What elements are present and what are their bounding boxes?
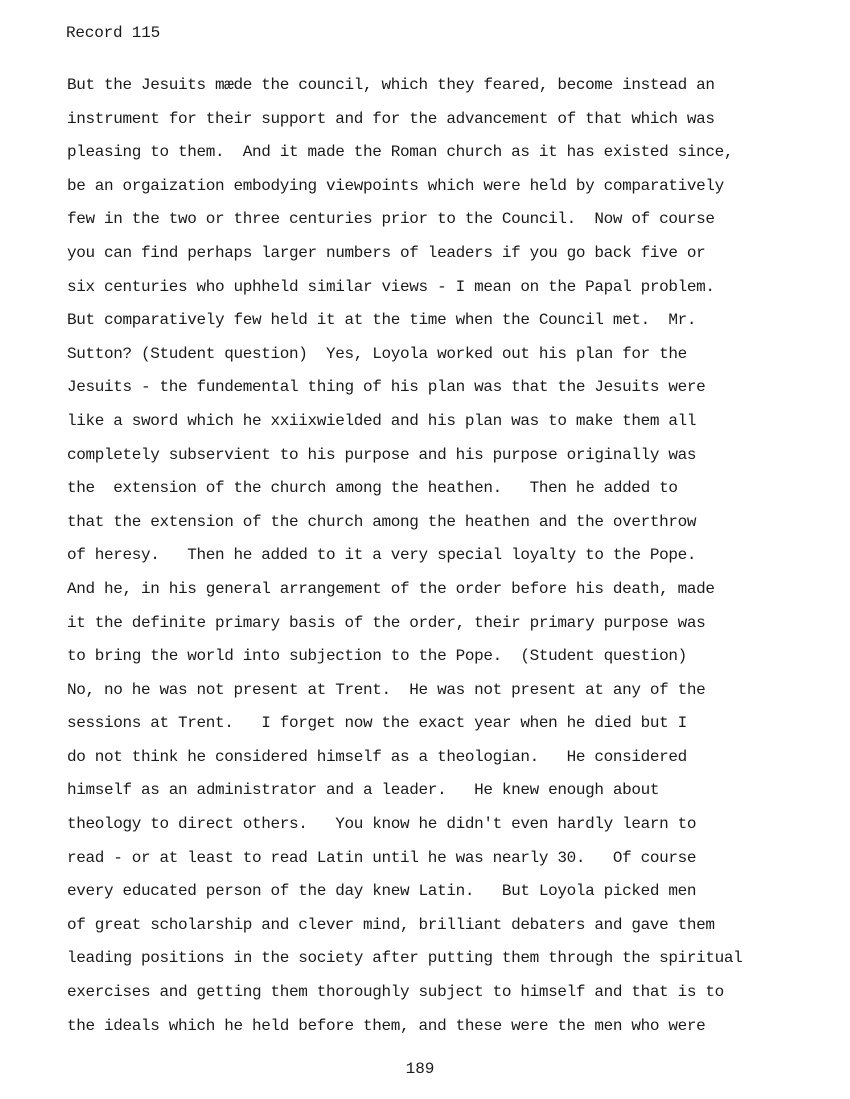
text-line: the extension of the church among the heathen. Then he added to (67, 479, 678, 498)
text-line: every educated person of the day knew Latin. But Loyola picked men (67, 882, 697, 901)
page-number-text: 189 (405, 1060, 435, 1078)
text-line: to bring the world into subjection to the Pope. (Student question) (67, 647, 687, 666)
text-line: like a sword which he xxiixwielded and his plan was to make them all (67, 411, 697, 430)
text-line: six centuries who uphheld similar views - I mean on the Papal problem. (67, 277, 715, 296)
text-line: exercises and getting them thoroughly subject to himself and that is to (67, 983, 724, 1002)
text-line: the ideals which he held before them, and these were the men who were (67, 1016, 706, 1035)
text-line: And he, in his general arrangement of the order before his death, made (67, 579, 715, 598)
text-line: But the Jesuits mæde the council, which they feared, become instead an (67, 76, 715, 94)
text-line: pleasing to them. And it made the Roman church as it has existed since, (67, 143, 734, 162)
text-line: But comparatively few held it at the time when the Council met. Mr. (67, 311, 697, 330)
text-line: himself as an administrator and a leader. He knew enough about (67, 781, 660, 800)
text-line: instrument for their support and for the advancement of that which was (67, 109, 715, 128)
record-header: Record 115 (66, 24, 161, 42)
text-line: Sutton? (Student question) Yes, Loyola worked out his plan for the (67, 344, 687, 363)
text-line: that the extension of the church among the heathen and the overthrow (67, 512, 697, 531)
text-line: of heresy. Then he added to it a very special loyalty to the Pope. (67, 546, 697, 565)
text-line: few in the two or three centuries prior to the Council. Now of course (67, 210, 715, 229)
page-number (0, 1058, 850, 1080)
text-line: sessions at Trent. I forget now the exact year when he died but I (67, 714, 687, 733)
text-line: leading positions in the society after putting them through the spiritual (67, 949, 743, 968)
text-line: do not think he considered himself as a theologian. He considered (67, 747, 687, 766)
text-line: of great scholarship and clever mind, brilliant debaters and gave them (67, 915, 715, 934)
text-line: read - or at least to read Latin until he was nearly 30. Of course (67, 848, 697, 867)
text-line: it the definite primary basis of the order, their primary purpose was (67, 613, 706, 632)
text-line: No, no he was not present at Trent. He was not present at any of the (67, 680, 706, 699)
text-line: be an orgaization embodying viewpoints which were held by comparatively (67, 176, 724, 195)
text-line: Jesuits - the fundemental thing of his plan was that the Jesuits were (67, 378, 706, 397)
text-line: theology to direct others. You know he didn't even hardly learn to (67, 815, 697, 834)
text-line: completely subservient to his purpose and his purpose originally was (67, 445, 697, 464)
body-text (67, 73, 827, 1047)
text-line: you can find perhaps larger numbers of leaders if you go back five or (67, 243, 706, 262)
